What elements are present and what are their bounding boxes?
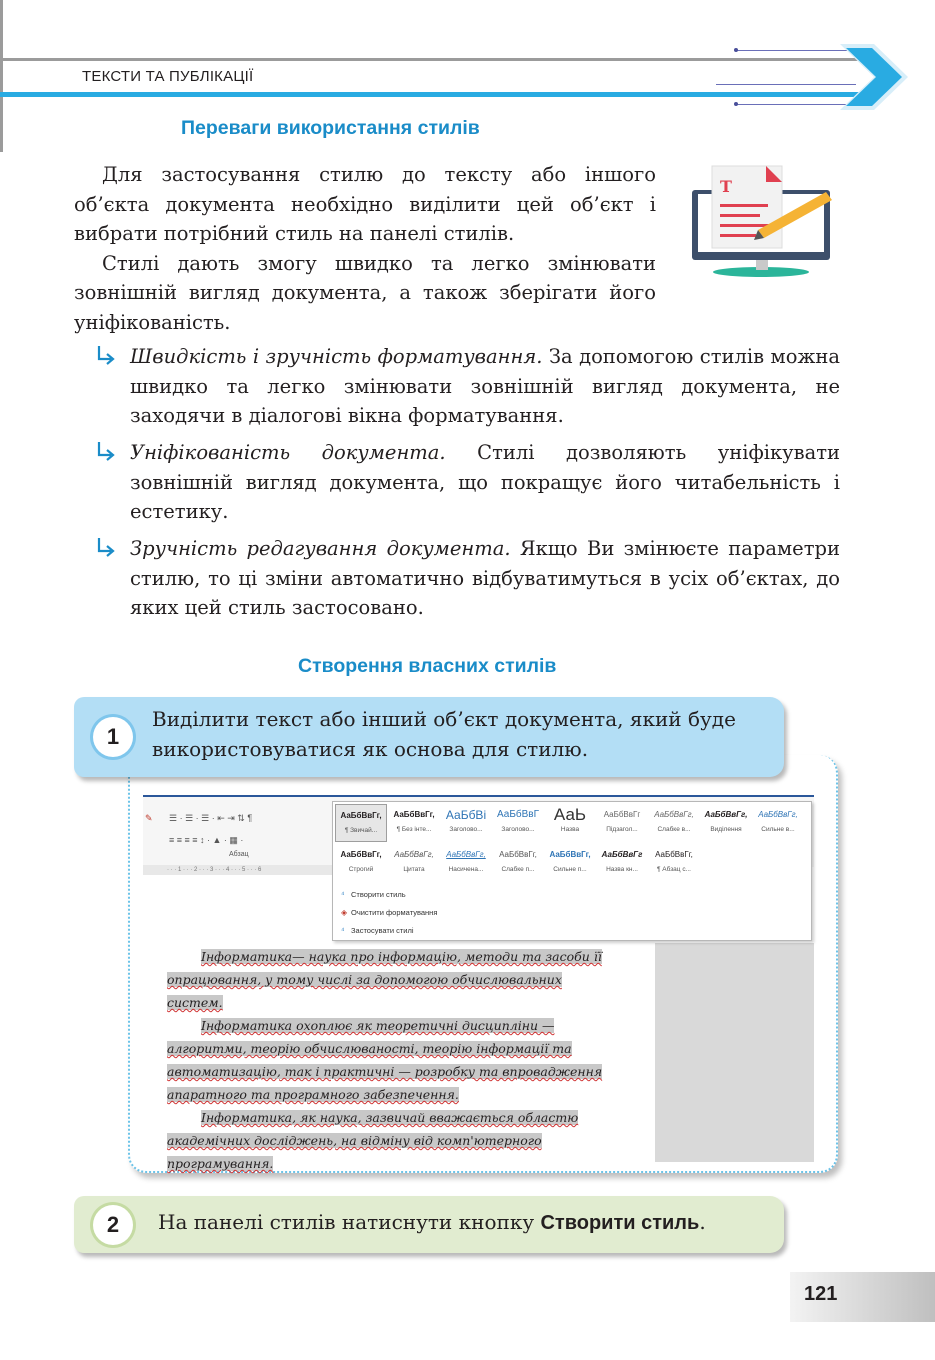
selected-text[interactable]: Інформатика охоплює як теоретичні дисципліни — алгоритми, теорію обчислюваності, теорію інформації та автоматизацію, так і практичні — розробку та впровадження апаратного та програмного забезпечення. [167,1018,603,1102]
document-edit-illustration [686,160,841,280]
align-icons: ≡ ≡ ≡ ≡ ↕ · ▲ · ▦ · [169,835,244,845]
create-style-button-name: Створити стиль [540,1212,700,1234]
style-emphasis[interactable]: АаБбВвГг, Виділення [704,810,748,833]
style-quote[interactable]: АаБбВвГг, Цитата [394,850,434,873]
bullet-term: Уніфікованість документа. [130,441,446,464]
format-painter-icon: ✎ [145,813,153,823]
style-subtle-reference[interactable]: АаБбВвГг, Слабке п... [499,850,537,873]
selected-text[interactable]: Інформатика, як наука, зазвичай вважається областю академічних досліджень, на відміну від комп'ютерного програмування. [167,1110,579,1171]
word-screenshot [143,795,814,1171]
deco-line [716,84,856,85]
arrow-bullet-icon [94,344,120,370]
apply-styles-icon: ⁴ [341,926,345,935]
deco-dot [734,48,738,52]
style-book-title[interactable]: АаБбВвГг Назва кн... [601,850,643,873]
page-number: 121 [804,1283,838,1305]
step-2-box [74,1196,784,1253]
style-strong[interactable]: АаБбВвГг, Строгий [340,850,382,873]
clear-formatting-menu-item[interactable]: ◈ Очистити форматування [341,908,438,917]
section-title-advantages: Переваги використання стилів [181,117,480,139]
bullet-item [94,438,840,527]
left-margin-rule [0,0,3,152]
bullet-text: Якщо Ви змінюєте параметри стилю, то ці зміни автоматично відбуватимуться в усіх об’єктах, до яких цей стиль застосовано. [130,537,840,619]
step-text-part: . [699,1210,706,1234]
step-1-box [74,697,784,777]
style-heading-1[interactable]: АаБбВі Заголово... [445,808,487,833]
svg-text:T: T [720,177,732,196]
ruler: · · · 1 · · · 2 · · · 3 · · · 4 · · · 5 · · · 6 [143,865,338,875]
bullet-text: За допомогою стилів можна швидко та легко змінювати зовнішній вигляд документа, не заходячи в діалогові вікна форматування. [130,345,840,427]
intro-paragraph: Стилі дають змогу швидко та легко змінювати зовнішній вигляд документа, а також зберігати його уніфікованість. [74,251,656,334]
create-style-menu-item[interactable]: ⁴ Створити стиль [341,890,406,899]
document-side-pane [655,943,814,1162]
intro-paragraphs [74,160,656,337]
style-subtle-emphasis[interactable]: АаБбВвГг, Слабке в... [654,810,694,833]
arrow-bullet-icon [94,536,120,562]
create-style-icon: ⁴ [341,890,345,899]
style-subtitle[interactable]: АаБбВвГг Підзагол... [603,810,641,833]
running-header: ТЕКСТИ ТА ПУБЛІКАЦІЇ [82,68,254,85]
step-text [158,1208,778,1239]
bullet-text: Стилі дозволяють уніфікувати зовнішній вигляд документа, що покращує його читабельність і естетику. [130,441,840,523]
list-icons: ☰ · ☰ · ☰ · ⇤ ⇥ ⇅ ¶ [169,813,253,823]
style-title[interactable]: АаЬ Назва [553,805,587,833]
chevron-arrow-icon [838,42,910,112]
styles-gallery [332,801,812,941]
section-title-create-styles: Створення власних стилів [298,655,557,677]
step-number: 1 [93,717,133,757]
arrow-bullet-icon [94,440,120,466]
apply-styles-menu-item[interactable]: ⁴ Застосувати стилі [341,926,414,935]
bullet-term: Швидкість і зручність форматування. [130,345,543,368]
document-text [167,945,607,1175]
bullet-item [94,534,840,623]
paragraph-group-label: Абзац [229,851,249,858]
style-intense-reference[interactable]: АаБбВвГг, Сильне п... [549,850,591,873]
style-heading-2[interactable]: АаБбВвГ Заголово... [496,809,540,833]
header-blue-rule [0,92,860,97]
intro-paragraph: Для застосування стилю до тексту або іншого об’єкта документа необхідно виділити цей об’єкт і вибрати потрібний стиль на панелі стилів. [74,163,656,245]
style-no-spacing[interactable]: АаБбВвГг, ¶ Без інте... [393,810,435,833]
selected-text[interactable]: Інформатика— наука про інформацію, методи та засоби її опрацювання, у тому числі за допомогою обчислювальних систем. [167,949,602,1010]
style-intense-quote[interactable]: АаБбВвГг, Насичена... [446,850,486,873]
style-intense-emphasis[interactable]: АаБбВвГг, Сильне в... [758,810,798,833]
deco-dot [734,102,738,106]
header-top-rule [0,58,860,61]
step-text: Виділити текст або інший об’єкт документа, який буде використовуватися як основа для стилю. [152,707,736,761]
eraser-icon: ◈ [341,908,348,917]
style-list-paragraph[interactable]: АаБбВвГг, ¶ Абзац с... [655,850,693,873]
bullet-term: Зручність редагування документа. [130,537,511,560]
style-normal[interactable]: АаБбВвГг, ¶ Звичай... [335,804,387,842]
step-number: 2 [93,1205,133,1245]
bullet-item [94,342,840,431]
step-text-part: На панелі стилів натиснути кнопку [158,1210,541,1234]
